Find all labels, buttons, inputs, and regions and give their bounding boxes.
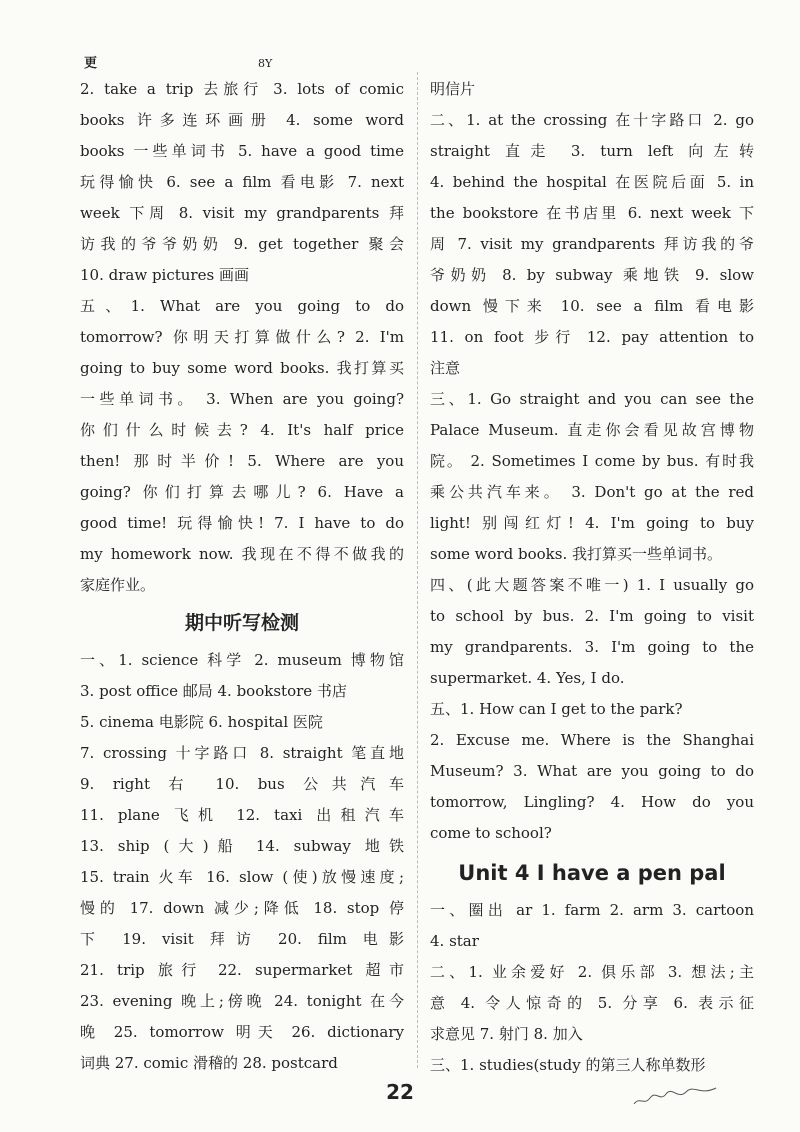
- answer-line: tomorrow, Lingling? 4. How do you: [430, 793, 754, 811]
- answer-line: 三、1. studies(study 的第三人称单数形: [430, 1056, 706, 1074]
- answer-line: 4. behind the hospital 在医院后面 5. in: [430, 173, 754, 191]
- answer-line: 2. take a trip 去旅行 3. lots of comic: [80, 80, 404, 98]
- right-column: [430, 74, 754, 1081]
- answer-line: 9. right 右 10. bus 公共汽车: [80, 775, 404, 793]
- answer-line: 2. Excuse me. Where is the Shanghai: [430, 731, 754, 749]
- answer-line: 3. post office 邮局 4. bookstore 书店: [80, 682, 347, 700]
- answer-line: 注意: [430, 359, 461, 377]
- answer-line: 家庭作业。: [80, 576, 156, 594]
- answer-line: 13. ship (大)船 14. subway 地铁: [80, 837, 404, 855]
- answer-line: 4. star: [430, 932, 479, 950]
- answer-line: down 慢下来 10. see a film 看电影: [430, 297, 754, 315]
- answer-line: good time! 玩得愉快! 7. I have to do: [80, 514, 404, 532]
- right-lines-b: [430, 895, 754, 1081]
- answer-line: some word books. 我打算买一些单词书。: [430, 545, 722, 563]
- answer-line: 一些单词书。 3. When are you going?: [80, 390, 404, 408]
- answer-line: light! 别闯红灯! 4. I'm going to buy: [430, 514, 754, 532]
- answer-line: 你们什么时候去? 4. It's half price: [80, 421, 404, 439]
- left-lines-a: [80, 74, 404, 601]
- answer-line: then! 那时半价! 5. Where are you: [80, 452, 404, 470]
- answer-line: my homework now. 我现在不得不做我的: [80, 545, 404, 563]
- answer-line: 一、1. science 科学 2. museum 博物馆: [80, 651, 404, 669]
- answer-line: the bookstore 在书店里 6. next week 下: [430, 204, 754, 222]
- answer-line: 院。 2. Sometimes I come by bus. 有时我: [430, 452, 754, 470]
- answer-line: 23. evening 晚上;傍晚 24. tonight 在今: [80, 992, 404, 1010]
- column-divider: [417, 72, 418, 1068]
- answer-line: 词典 27. comic 滑稽的 28. postcard: [80, 1054, 338, 1072]
- answer-line: 求意见 7. 射门 8. 加入: [430, 1025, 583, 1043]
- answer-line: 三、1. Go straight and you can see the: [430, 390, 754, 408]
- answer-line: supermarket. 4. Yes, I do.: [430, 669, 625, 687]
- answer-line: 明信片: [430, 80, 476, 98]
- section-heading-midterm: 期中听写检测: [184, 612, 299, 634]
- answer-line: week 下周 8. visit my grandparents 拜: [80, 204, 404, 222]
- answer-line: come to school?: [430, 824, 552, 842]
- left-lines-b: [80, 645, 404, 1079]
- answer-line: 晚 25. tomorrow 明天 26. dictionary: [80, 1023, 404, 1041]
- answer-line: 21. trip 旅行 22. supermarket 超市: [80, 961, 404, 979]
- answer-line: Museum? 3. What are you going to do: [430, 762, 754, 780]
- answer-line: going to buy some word books. 我打算买: [80, 359, 404, 377]
- answer-line: 五、1. How can I get to the park?: [430, 700, 683, 718]
- answer-line: 爷奶奶 8. by subway 乘地铁 9. slow: [430, 266, 754, 284]
- answer-line: 二、1. at the crossing 在十字路口 2. go: [430, 111, 754, 129]
- answer-line: 10. draw pictures 画画: [80, 266, 249, 284]
- answer-line: 五、1. What are you going to do: [80, 297, 404, 315]
- answer-line: 下 19. visit 拜访 20. film 电影: [80, 930, 404, 948]
- answer-line: books 一些单词书 5. have a good time: [80, 142, 404, 160]
- answer-line: 二、1. 业余爱好 2. 俱乐部 3. 想法;主: [430, 963, 754, 981]
- answer-line: 11. plane 飞机 12. taxi 出租汽车: [80, 806, 404, 824]
- pen-scribble-mark: [630, 1078, 720, 1108]
- answer-line: 15. train 火车 16. slow (使)放慢速度;: [80, 868, 404, 886]
- answer-line: Palace Museum. 直走你会看见故宫博物: [430, 421, 754, 439]
- answer-line: 意 4. 令人惊奇的 5. 分享 6. 表示征: [430, 994, 754, 1012]
- page-number: 22: [386, 1080, 414, 1104]
- answer-line: 访我的爷爷奶奶 9. get together 聚会: [80, 235, 404, 253]
- right-lines-a: [430, 74, 754, 849]
- answer-line: 慢的 17. down 减少;降低 18. stop 停: [80, 899, 404, 917]
- answer-line: 7. crossing 十字路口 8. straight 笔直地: [80, 744, 404, 762]
- answer-line: 玩得愉快 6. see a film 看电影 7. next: [80, 173, 404, 191]
- header-code: 8Y: [258, 57, 273, 70]
- answer-line: 11. on foot 步行 12. pay attention to: [430, 328, 754, 346]
- answer-line: books 许多连环画册 4. some word: [80, 111, 404, 129]
- answer-line: going? 你们打算去哪儿? 6. Have a: [80, 483, 404, 501]
- answer-line: straight 直走 3. turn left 向左转: [430, 142, 754, 160]
- header-mark: 更: [84, 56, 98, 71]
- left-column: [80, 74, 404, 1079]
- answer-line: 一、圈出 ar 1. farm 2. arm 3. cartoon: [430, 901, 754, 919]
- answer-line: 四、(此大题答案不唯一) 1. I usually go: [430, 576, 754, 594]
- answer-line: tomorrow? 你明天打算做什么? 2. I'm: [80, 328, 404, 346]
- answer-line: to school by bus. 2. I'm going to visit: [430, 607, 754, 625]
- answer-line: my grandparents. 3. I'm going to the: [430, 638, 754, 656]
- answer-line: 周 7. visit my grandparents 拜访我的爷: [430, 235, 754, 253]
- section-heading-unit4: Unit 4 I have a pen pal: [458, 861, 726, 885]
- answer-line: 乘公共汽车来。 3. Don't go at the red: [430, 483, 754, 501]
- answer-line: 5. cinema 电影院 6. hospital 医院: [80, 713, 323, 731]
